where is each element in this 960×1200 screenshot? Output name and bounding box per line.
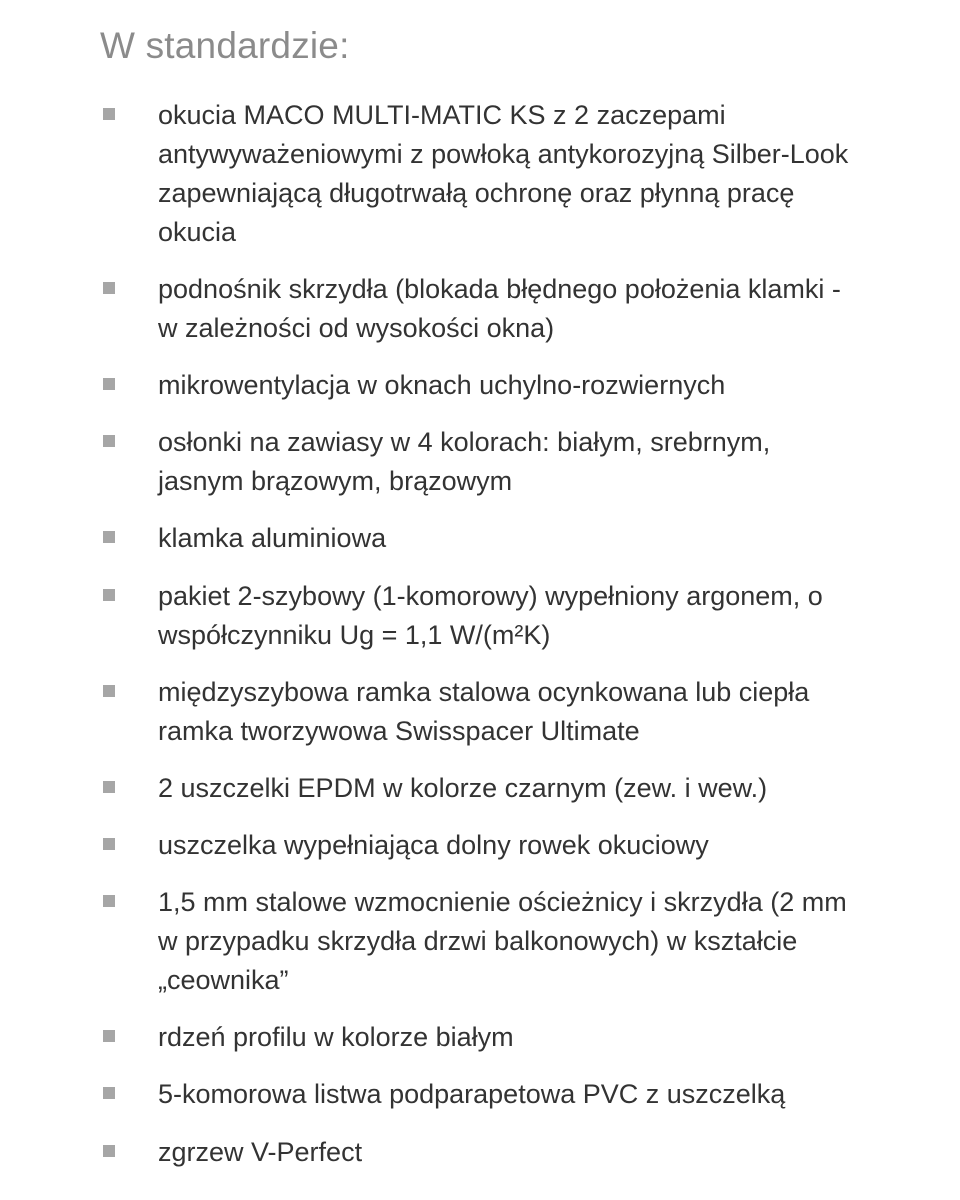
square-bullet-icon bbox=[103, 1030, 115, 1042]
list-item-text: podnośnik skrzydła (blokada błędnego położenia klamki - w zależności od wysokości okna) bbox=[158, 274, 841, 343]
list-item-text: uszczelka wypełniająca dolny rowek okuciowy bbox=[158, 830, 709, 860]
square-bullet-icon bbox=[103, 435, 115, 447]
square-bullet-icon bbox=[103, 531, 115, 543]
list-item-text: okucia MACO MULTI-MATIC KS z 2 zaczepami antywyważeniowymi z powłoką antykorozyjną Silber-Look zapewniającą długotrwałą ochronę oraz płynną pracę okucia bbox=[158, 100, 849, 247]
square-bullet-icon bbox=[103, 895, 115, 907]
square-bullet-icon bbox=[103, 781, 115, 793]
list-item-text: mikrowentylacja w oknach uchylno-rozwiernych bbox=[158, 370, 726, 400]
square-bullet-icon bbox=[103, 108, 115, 120]
list-item-text: klamka aluminiowa bbox=[158, 523, 387, 553]
square-bullet-icon bbox=[103, 589, 115, 601]
square-bullet-icon bbox=[103, 282, 115, 294]
list-item-text: 5-komorowa listwa podparapetowa PVC z uszczelką bbox=[158, 1079, 786, 1109]
list-item-text: pakiet 2-szybowy (1-komorowy) wypełniony argonem, o współczynniku Ug = 1,1 W/(m²K) bbox=[158, 581, 823, 650]
list-item-text: osłonki na zawiasy w 4 kolorach: białym, srebrnym, jasnym brązowym, brązowym bbox=[158, 427, 771, 496]
section-heading: W standardzie: bbox=[100, 25, 350, 66]
square-bullet-icon bbox=[103, 378, 115, 390]
list-item-text: rdzeń profilu w kolorze białym bbox=[158, 1022, 514, 1052]
square-bullet-icon bbox=[103, 838, 115, 850]
square-bullet-icon bbox=[103, 1145, 115, 1157]
list-item-text: 1,5 mm stalowe wzmocnienie ościeżnicy i skrzydła (2 mm w przypadku skrzydła drzwi balkonowych) w kształcie „ceownika” bbox=[158, 887, 847, 995]
square-bullet-icon bbox=[103, 685, 115, 697]
list-item-text: międzyszybowa ramka stalowa ocynkowana lub ciepła ramka tworzywowa Swisspacer Ultimate bbox=[158, 677, 810, 746]
list-item-text: zgrzew V-Perfect bbox=[158, 1137, 363, 1167]
square-bullet-icon bbox=[103, 1087, 115, 1099]
list-item-text: 2 uszczelki EPDM w kolorze czarnym (zew. i wew.) bbox=[158, 773, 768, 803]
